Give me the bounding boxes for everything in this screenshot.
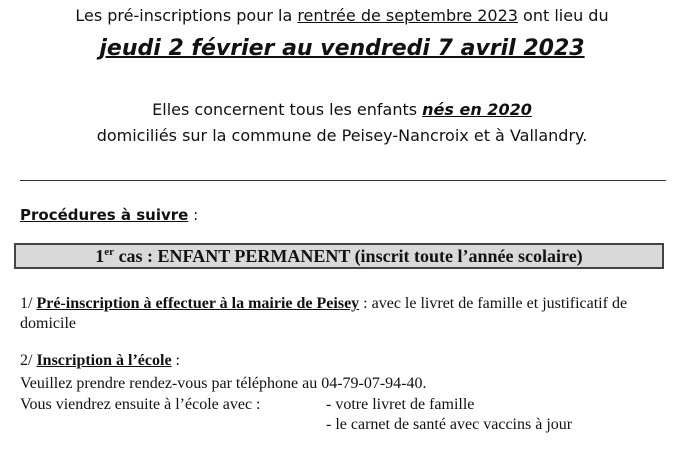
step-2-number: 2/	[20, 352, 37, 369]
registration-dates	[0, 36, 684, 61]
step-2-heading	[20, 352, 180, 370]
birth-year: nés en 2020	[422, 100, 532, 119]
case-1-title	[95, 246, 582, 267]
rentree-date: rentrée de septembre 2023	[297, 6, 518, 25]
bring-intro: Vous viendrez ensuite à l’école avec :	[20, 396, 261, 413]
registration-dates-text: jeudi 2 février au vendredi 7 avril 2023	[99, 36, 585, 61]
case-title-text: cas : ENFANT PERMANENT (inscrit toute l’année scolaire)	[114, 245, 583, 266]
intro-line	[0, 6, 684, 25]
appointment-instructions: Veuillez prendre rendez-vous par téléphone au 04-79-07-94-40.	[20, 375, 427, 392]
concerned-line-2: domiciliés sur la commune de Peisey-Nancroix et à Vallandry.	[96, 126, 588, 145]
step-2-suffix: :	[171, 352, 180, 369]
step-2-title: Inscription à l’école	[36, 352, 172, 369]
intro-text-before: Les pré-inscriptions pour la	[75, 6, 298, 25]
intro-text-after: ont lieu du	[517, 6, 609, 25]
divider	[20, 180, 666, 181]
case-ordinal: er	[104, 245, 115, 258]
procedures-suffix: :	[188, 206, 199, 224]
case-1-banner	[14, 243, 664, 269]
concerned-text: Elles concernent tous les enfants	[152, 100, 423, 119]
procedures-label: Procédures à suivre	[20, 206, 189, 224]
list-item: - le carnet de santé avec vaccins à jour	[326, 416, 573, 433]
step-1-details: : avec le livret de famille et justificatif de domicile	[20, 295, 628, 332]
list-item: - votre livret de famille	[326, 396, 475, 413]
step-1-title: Pré-inscription à effectuer à la mairie de Peisey	[36, 295, 360, 312]
procedures-heading	[20, 206, 198, 224]
concerned-line-1	[0, 100, 684, 119]
step-1-number: 1/	[20, 295, 37, 312]
case-number: 1	[95, 245, 105, 266]
step-1	[20, 294, 670, 334]
